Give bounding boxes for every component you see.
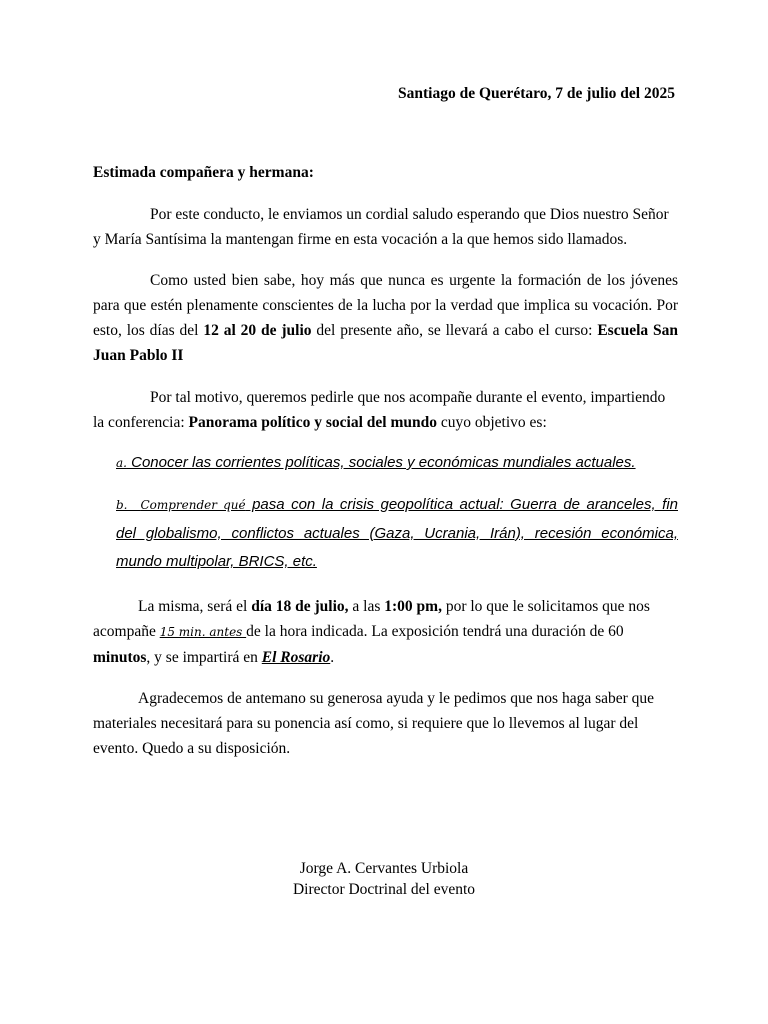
paragraph-line: para que estén plenamente conscientes de la lucha por la verdad que implica su vocación. Por: [93, 297, 678, 314]
objective-row: mundo multipolar, BRICS, etc.: [116, 553, 317, 570]
paragraph-course-announcement: [93, 268, 678, 368]
objective-row: del globalismo, conflictos actuales (Gaza, Ucrania, Irán), recesión económica,: [116, 524, 678, 542]
text-run: .: [330, 649, 335, 666]
paragraph-request: [93, 385, 678, 435]
paragraph-line: [93, 594, 678, 619]
paragraph-line: Agradecemos de antemano su generosa ayuda y le pedimos que nos haga saber que: [138, 690, 655, 707]
paragraph-closing: [93, 686, 678, 761]
greeting: Estimada compañera y hermana:: [93, 164, 314, 181]
objectives-list: [116, 449, 678, 577]
venue: El Rosario: [261, 649, 331, 666]
course-name-part1: Escuela San: [597, 322, 678, 339]
signatory-title: Director Doctrinal del evento: [292, 881, 476, 898]
text-run: por lo que le solicitamos que nos: [441, 598, 650, 615]
paragraph-greeting-body: [93, 202, 678, 252]
objective-text: pasa con la crisis geopolítica actual: Guerra de aranceles, fin: [245, 496, 678, 513]
paragraph-line: Por tal motivo, queremos pedirle que nos acompañe durante el evento, impartiendo: [150, 389, 666, 406]
text-run: esto, los días del: [93, 322, 204, 339]
objective-text: Conocer las corrientes políticas, sociales y económicas mundiales actuales.: [126, 454, 636, 471]
text-run: del presente año, se llevará a cabo el curso:: [311, 322, 598, 339]
signature-block: [0, 858, 768, 900]
paragraph-line: materiales necesitará para su ponencia así como, si requiere que lo llevemos al lugar del: [93, 715, 639, 732]
paragraph-line: [93, 619, 678, 645]
paragraph-line: Por este conducto, le enviamos un cordial saludo esperando que Dios nuestro Señor: [150, 206, 669, 223]
text-run: acompañe: [93, 623, 160, 640]
objective-b: [116, 491, 678, 577]
signatory-name: Jorge A. Cervantes Urbiola: [299, 860, 469, 877]
paragraph-line: evento. Quedo a su disposición.: [93, 740, 291, 757]
text-run: la conferencia:: [93, 414, 189, 431]
paragraph-event-details: [93, 594, 678, 670]
text-run: a las: [348, 598, 385, 615]
course-dates: 12 al 20 de julio: [203, 322, 312, 339]
course-name-part2: Juan Pablo II: [93, 347, 184, 364]
objective-prefix: Comprender qué: [140, 498, 246, 512]
text-run: cuyo objetivo es:: [436, 414, 547, 431]
event-date: día 18 de julio,: [251, 598, 349, 615]
duration-unit: minutos: [93, 649, 147, 666]
text-run: , y se impartirá en: [146, 649, 262, 666]
text-run: La misma, será el: [138, 598, 252, 615]
date-line: Santiago de Querétaro, 7 de julio del 2025: [398, 85, 675, 102]
paragraph-line: [93, 410, 678, 435]
objective-a: [116, 449, 678, 477]
objective-marker: a.: [116, 456, 127, 470]
conference-title: Panorama político y social del mundo: [188, 414, 437, 431]
paragraph-line: [93, 318, 678, 343]
objective-row: [116, 491, 678, 520]
arrival-advance: 15 min. antes: [159, 625, 247, 639]
text-run: de la hora indicada. La exposición tendrá una duración de 60: [246, 623, 624, 640]
objective-marker: b.: [116, 498, 128, 512]
event-time: 1:00 pm,: [384, 598, 442, 615]
paragraph-line: y María Santísima la mantengan firme en esta vocación a la que hemos sido llamados.: [93, 231, 628, 248]
paragraph-line: Como usted bien sabe, hoy más que nunca es urgente la formación de los jóvenes: [150, 272, 678, 289]
paragraph-line: [93, 645, 678, 670]
